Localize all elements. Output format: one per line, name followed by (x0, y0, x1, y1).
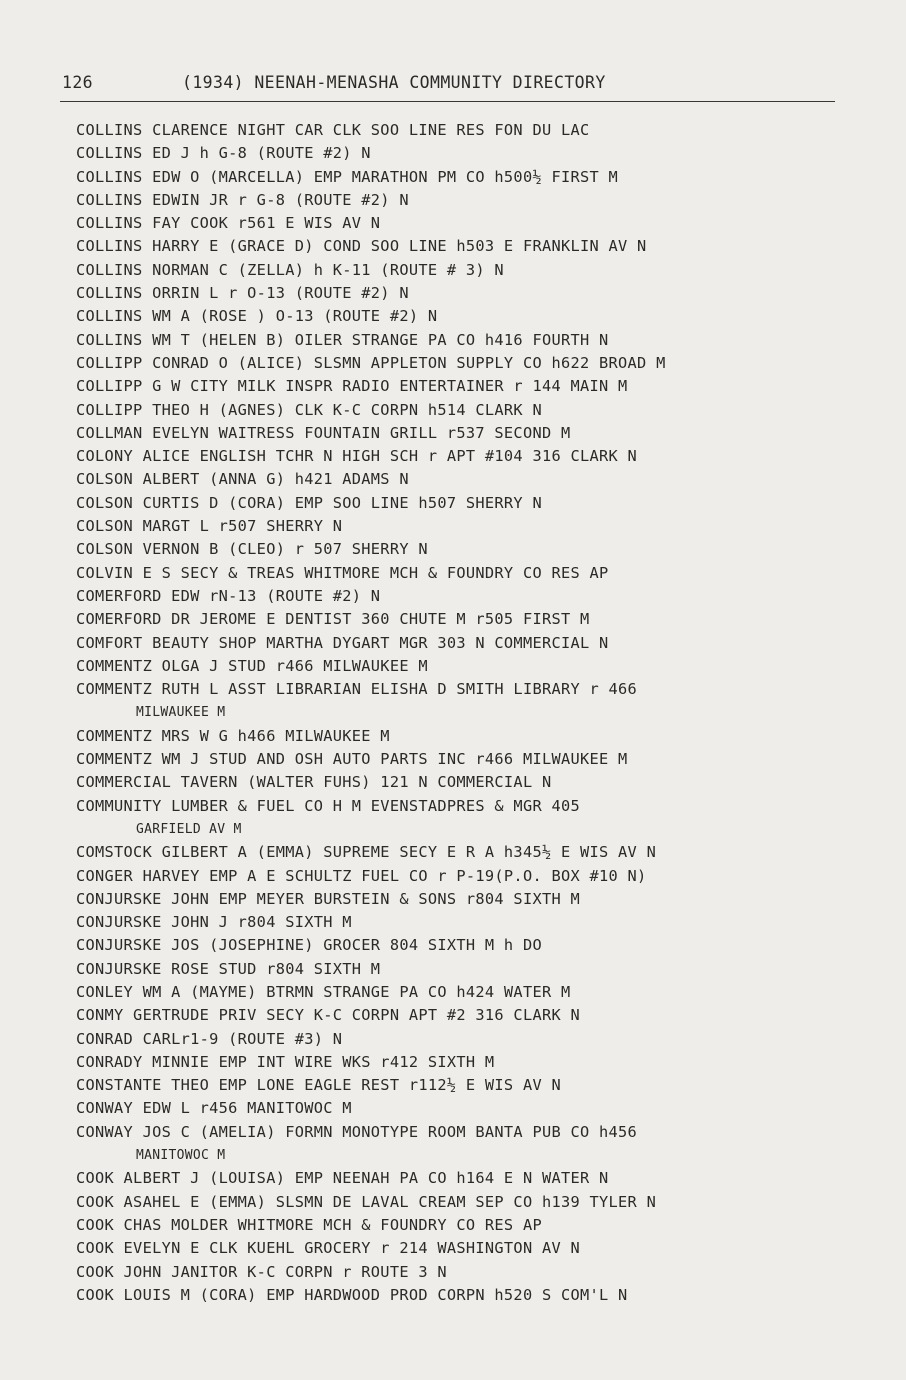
directory-entry: CONJURSKE JOS (JOSEPHINE) GROCER 804 SIXTH M h DO (76, 936, 542, 955)
directory-entry: CONJURSKE JOHN EMP MEYER BURSTEIN & SONS r804 SIXTH M (76, 889, 581, 908)
directory-entry-continuation: MILWAUKEE M (136, 705, 226, 721)
directory-entry: COOK ALBERT J (LOUISA) EMP NEENAH PA CO h164 E N WATER N (76, 1169, 609, 1188)
page-header (62, 73, 834, 92)
directory-entry: CONWAY EDW L r456 MANITOWOC M (76, 1099, 352, 1118)
directory-entry: CONRAD CARLr1-9 (ROUTE #3) N (76, 1029, 343, 1048)
header-rule (60, 101, 835, 102)
directory-entry: COLLINS WM T (HELEN B) OILER STRANGE PA CO h416 FOURTH N (76, 330, 609, 349)
directory-entry: COLLINS EDW O (MARCELLA) EMP MARATHON PM CO h500½ FIRST M (76, 167, 619, 186)
directory-entry: CONMY GERTRUDE PRIV SECY K-C CORPN APT #2 316 CLARK N (76, 1006, 581, 1025)
directory-entry: COLSON MARGT L r507 SHERRY N (76, 517, 343, 536)
page-number: 126 (62, 73, 94, 92)
directory-entry: COLLMAN EVELYN WAITRESS FOUNTAIN GRILL r537 SECOND M (76, 423, 571, 442)
page-title: (1934) NEENAH-MENASHA COMMUNITY DIRECTORY (182, 73, 606, 92)
directory-entry: COLLINS FAY COOK r561 E WIS AV N (76, 214, 381, 233)
directory-entry: COMMUNITY LUMBER & FUEL CO H M EVENSTADPRES & MGR 405 (76, 796, 581, 815)
directory-entry: COOK LOUIS M (CORA) EMP HARDWOOD PROD CORPN h520 S COM'L N (76, 1285, 628, 1304)
directory-entry: COLLINS EDWIN JR r G-8 (ROUTE #2) N (76, 190, 409, 209)
directory-entry: CONGER HARVEY EMP A E SCHULTZ FUEL CO r P-19(P.O. BOX #10 N) (76, 866, 647, 885)
directory-entry: COLLINS ED J h G-8 (ROUTE #2) N (76, 144, 371, 163)
directory-entry: COLSON VERNON B (CLEO) r 507 SHERRY N (76, 540, 428, 559)
directory-entry: COOK ASAHEL E (EMMA) SLSMN DE LAVAL CREAM SEP CO h139 TYLER N (76, 1192, 657, 1211)
directory-entry: COLLINS NORMAN C (ZELLA) h K-11 (ROUTE # 3) N (76, 260, 504, 279)
directory-entry: COOK EVELYN E CLK KUEHL GROCERY r 214 WASHINGTON AV N (76, 1239, 581, 1258)
directory-entry: COLLIPP G W CITY MILK INSPR RADIO ENTERTAINER r 144 MAIN M (76, 377, 628, 396)
directory-entry: COLLINS CLARENCE NIGHT CAR CLK SOO LINE RES FON DU LAC (76, 121, 590, 139)
directory-entry: COLSON CURTIS D (CORA) EMP SOO LINE h507 SHERRY N (76, 493, 542, 512)
directory-entry: CONLEY WM A (MAYME) BTRMN STRANGE PA CO h424 WATER M (76, 982, 571, 1001)
directory-entry: COLLIPP THEO H (AGNES) CLK K-C CORPN h514 CLARK N (76, 400, 542, 419)
directory-entry: CONJURSKE JOHN J r804 SIXTH M (76, 913, 352, 932)
directory-entry: COMMENTZ OLGA J STUD r466 MILWAUKEE M (76, 656, 428, 675)
directory-entry-continuation: GARFIELD AV M (136, 821, 242, 837)
directory-entry: COLONY ALICE ENGLISH TCHR N HIGH SCH r APT #104 316 CLARK N (76, 447, 638, 466)
directory-entry: COMMERCIAL TAVERN (WALTER FUHS) 121 N COMMERCIAL N (76, 773, 552, 792)
directory-entry: COLLIPP CONRAD O (ALICE) SLSMN APPLETON SUPPLY CO h622 BROAD M (76, 353, 666, 372)
directory-entry: CONSTANTE THEO EMP LONE EAGLE REST r112½ E WIS AV N (76, 1076, 561, 1095)
directory-entry-continuation: MANITOWOC M (136, 1148, 226, 1164)
directory-entries (76, 119, 856, 1307)
directory-entry: COLLINS HARRY E (GRACE D) COND SOO LINE h503 E FRANKLIN AV N (76, 237, 647, 256)
directory-entry: COMERFORD EDW rN-13 (ROUTE #2) N (76, 586, 381, 605)
directory-entry: COOK CHAS MOLDER WHITMORE MCH & FOUNDRY CO RES AP (76, 1215, 542, 1234)
directory-entry: COMSTOCK GILBERT A (EMMA) SUPREME SECY E R A h345½ E WIS AV N (76, 843, 657, 862)
directory-entry: COMMENTZ RUTH L ASST LIBRARIAN ELISHA D SMITH LIBRARY r 466 (76, 680, 638, 699)
directory-entry: COOK JOHN JANITOR K-C CORPN r ROUTE 3 N (76, 1262, 447, 1281)
directory-entry: COMFORT BEAUTY SHOP MARTHA DYGART MGR 303 N COMMERCIAL N (76, 633, 609, 652)
directory-entry: CONWAY JOS C (AMELIA) FORMN MONOTYPE ROOM BANTA PUB CO h456 (76, 1122, 638, 1141)
directory-entry: COMMENTZ MRS W G h466 MILWAUKEE M (76, 726, 390, 745)
directory-entry: COMERFORD DR JEROME E DENTIST 360 CHUTE M r505 FIRST M (76, 610, 590, 629)
directory-entry: COMMENTZ WM J STUD AND OSH AUTO PARTS INC r466 MILWAUKEE M (76, 750, 628, 769)
directory-entry: CONJURSKE ROSE STUD r804 SIXTH M (76, 959, 381, 978)
directory-entry: COLLINS WM A (ROSE ) O-13 (ROUTE #2) N (76, 307, 438, 326)
directory-entry: COLLINS ORRIN L r O-13 (ROUTE #2) N (76, 284, 409, 303)
directory-entry: CONRADY MINNIE EMP INT WIRE WKS r412 SIXTH M (76, 1052, 495, 1071)
directory-entry: COLSON ALBERT (ANNA G) h421 ADAMS N (76, 470, 409, 489)
directory-entry: COLVIN E S SECY & TREAS WHITMORE MCH & FOUNDRY CO RES AP (76, 563, 609, 582)
